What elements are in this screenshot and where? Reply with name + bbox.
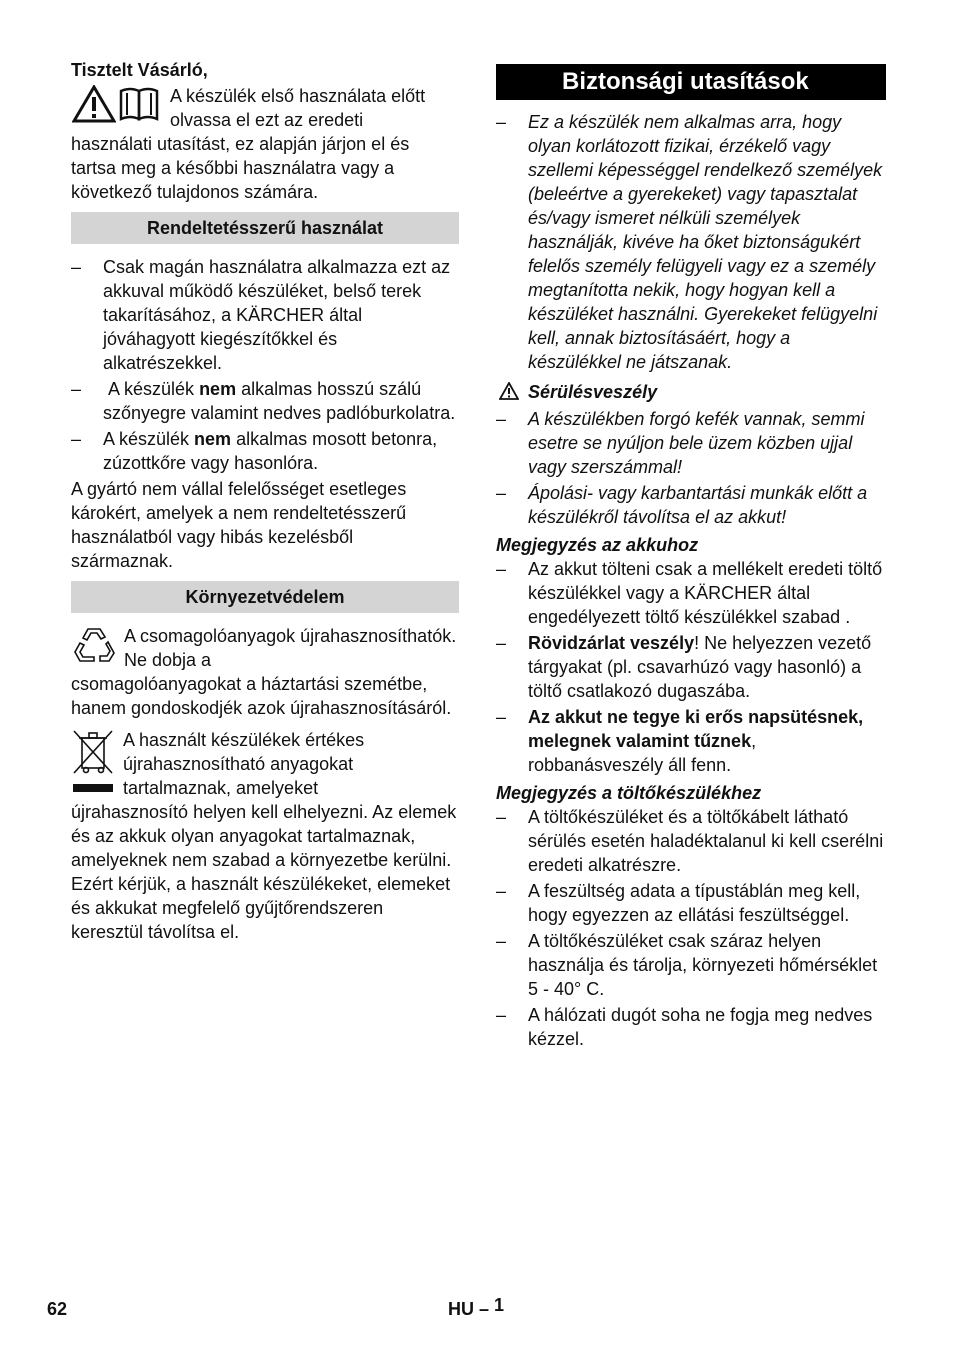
greeting: Tisztelt Vásárló, (71, 60, 208, 80)
list-item: – A készülék nem alkalmas mosott betonra, zúzottkőre vagy hasonlóra. (71, 429, 438, 473)
intro-block (71, 84, 459, 204)
left-column (71, 58, 459, 944)
list-item: – Ápolási- vagy karbantartási munkák előtt a készülékről távolítsa el az akkut! (496, 483, 868, 527)
list-item: – A készülékben forgó kefék vannak, semmi esetre se nyúljon bele üzem közben ujjal vagy szerszámmal! (496, 409, 865, 477)
section-title-intended-use: Rendeltetésszerű használat (71, 212, 459, 244)
list-item: – A feszültség adata a típustáblán meg kell, hogy egyezzen az ellátási feszültséggel. (496, 881, 861, 925)
battery-heading: Megjegyzés az akkuhoz (496, 535, 699, 555)
warning-icon (72, 85, 116, 129)
list-item: – Rövidzárlat veszély! Ne helyezzen vezető tárgyakat (pl. csavarhúzó vagy hasonló) a töltő csatlakozó dugaszába. (496, 633, 872, 701)
list-item: – A készülék nem alkalmas hosszú szálú szőnyegre valamint nedves padlóburkolatra. (71, 379, 456, 423)
language-page-marker: HU – 1 (448, 1295, 505, 1319)
list-item: – A töltőkészüléket csak száraz helyen használja és tárolja, környezeti hőmérséklet 5 - 40° C. (496, 931, 878, 999)
recycle-icon (72, 625, 116, 671)
list-item: – A töltőkészüléket és a töltőkábelt látható sérülés esetén haladéktalanul ki kell cserélni eredeti alkatrészre. (496, 807, 884, 875)
weee-text-rest: újrahasznosító helyen kell elhelyezni. Az elemek és az akkuk olyan anyagokat tartalmaznak, amelyeknek nem szabad a környezetbe kerülni. Ezért kérjük, a használt készülékeket, elemeket és akkukat megfelelő gyűjtőrendszeren keresztül távolítsa el. (71, 802, 457, 942)
recycle-text-rest: csomagolóanyagokat a háztartási szemétbe, hanem gondoskodjék azok újrahasznosításáról. (71, 674, 452, 718)
danger-heading: Sérülésveszély (496, 380, 886, 404)
weee-block (71, 728, 459, 944)
recycle-block (71, 624, 459, 720)
right-column (496, 58, 886, 1053)
list-item: – A hálózati dugót soha ne fogja meg nedves kézzel. (496, 1005, 873, 1049)
list-item: – Ez a készülék nem alkalmas arra, hogy olyan korlátozott fizikai, érzékelő vagy szellemi képességgel rendelkező személyek (beleértve a gyerekeket) vagy tapasztalat és/vagy ismeret nélküli személyek használják, kivéve ha őket biztonságukért felelős személy felügyeli vagy ez a személy megtanította nekik, hogy hogyan kell a készüléket használni. Gyerekeket felügyelni kell, annak biztosításáért, hogy a készülékkel ne játszanak. (496, 112, 883, 372)
warning-icon (499, 382, 519, 400)
liability-note: A gyártó nem vállal felelősséget esetleges károkért, amelyek a nem rendeltetésszerű használatból vagy hibás kezelésből származnak. (71, 479, 407, 571)
intro-text-first: A készülék első használata előtt olvassa el ezt az eredeti (170, 86, 426, 130)
page-number: 62 (47, 1299, 68, 1319)
weee-text-first: A használt készülékek értékes újrahasznosítható anyagokat tartalmaznak, amelyeket (123, 730, 365, 798)
list-item: – Az akkut tölteni csak a mellékelt eredeti töltő készülékkel vagy a KÄRCHER által engedélyezett töltő készülékkel szabad . (496, 559, 883, 627)
section-title-environment: Környezetvédelem (71, 581, 459, 613)
intro-text-rest: használati utasítást, ez alapján járjon el és tartsa meg a későbbi használatra vagy a következő tulajdonos számára. (71, 134, 410, 202)
weee-bin-icon (71, 728, 115, 800)
recycle-text-first: A csomagolóanyagok újrahasznosíthatók. Ne dobja a (124, 626, 457, 670)
list-item: – Csak magán használatra alkalmazza ezt az akkuval működő készüléket, belső terek takarításához, a KÄRCHER által jóváhagyott kiegészítőkkel és alkatrészekkel. (71, 257, 451, 373)
list-item: – Az akkut ne tegye ki erős napsütésnek, melegnek valamint tűznek, robbanásveszély áll fenn. (496, 707, 864, 775)
charger-heading: Megjegyzés a töltőkészülékhez (496, 783, 762, 803)
page-title: Biztonsági utasítások (496, 64, 886, 100)
manual-book-icon (118, 85, 160, 129)
